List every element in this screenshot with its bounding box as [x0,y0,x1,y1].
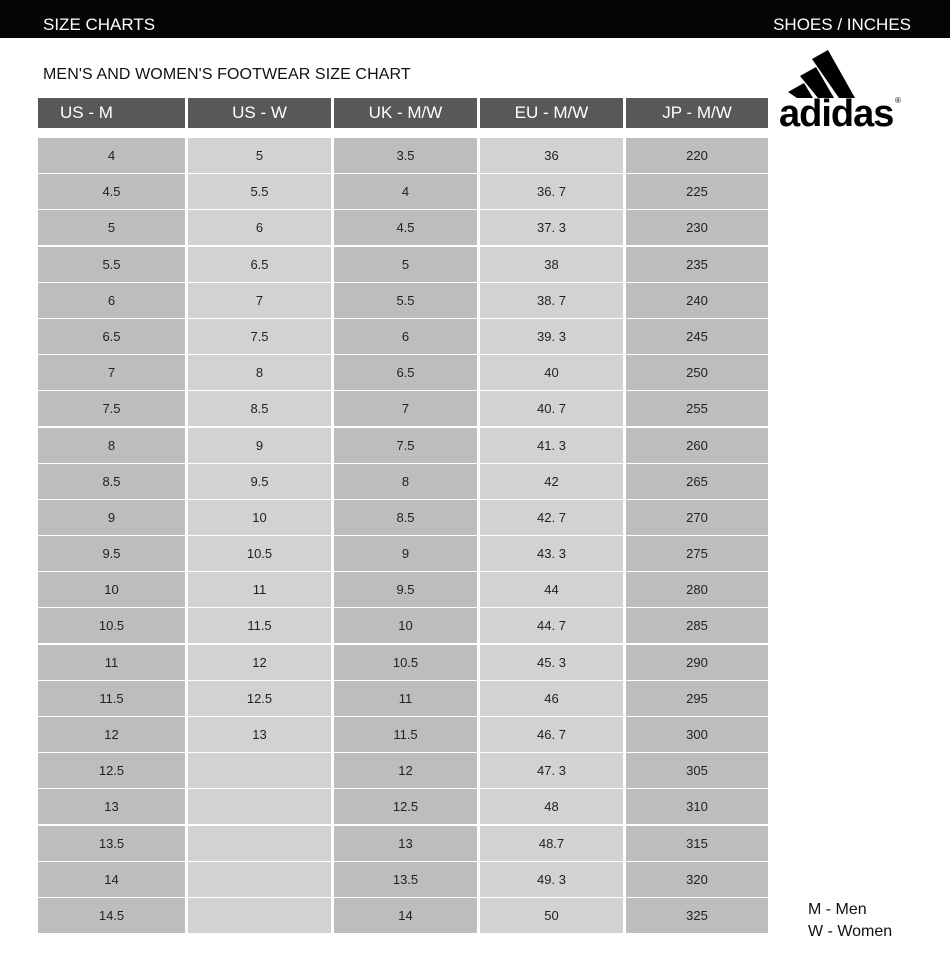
chart-title: MEN'S AND WOMEN'S FOOTWEAR SIZE CHART [43,66,411,83]
table-cell: 325 [626,898,768,933]
table-column [480,98,623,934]
table-cell: 9.5 [188,464,331,499]
table-cell: 9 [188,428,331,463]
table-cell: 320 [626,862,768,897]
table-cell: 43. 3 [480,536,623,571]
table-cell: 13.5 [334,862,477,897]
table-cell: 3.5 [334,138,477,173]
table-cell: 11 [334,681,477,716]
table-cell: 11.5 [38,681,185,716]
table-cell: 7 [188,283,331,318]
table-cell: 48.7 [480,826,623,861]
table-cell: 49. 3 [480,862,623,897]
table-cell: 9.5 [334,572,477,607]
table-cell: 9 [38,500,185,535]
column-header: JP - M/W [626,98,768,128]
table-cell: 5 [334,247,477,282]
table-cell: 5 [38,210,185,245]
table-cell: 5 [188,138,331,173]
table-cell: 10 [38,572,185,607]
table-cell: 12 [334,753,477,788]
table-cell: 7 [334,391,477,426]
table-cell: 310 [626,789,768,824]
table-cell: 36 [480,138,623,173]
table-cell: 245 [626,319,768,354]
table-cell [188,898,331,933]
registered-mark: ® [895,96,901,105]
table-cell: 39. 3 [480,319,623,354]
table-cell: 10 [334,608,477,643]
table-cell: 36. 7 [480,174,623,209]
table-cell: 12.5 [334,789,477,824]
table-cell: 8 [38,428,185,463]
table-cell: 6.5 [334,355,477,390]
table-cell: 4.5 [334,210,477,245]
table-cell [188,862,331,897]
table-cell: 275 [626,536,768,571]
table-cell: 10.5 [188,536,331,571]
table-cell: 285 [626,608,768,643]
table-cell: 38 [480,247,623,282]
table-cell: 14.5 [38,898,185,933]
table-cell: 6 [38,283,185,318]
table-cell: 13 [334,826,477,861]
legend [808,899,892,943]
table-cell: 315 [626,826,768,861]
table-cell: 44. 7 [480,608,623,643]
table-cell: 37. 3 [480,210,623,245]
table-cell: 38. 7 [480,283,623,318]
table-cell: 11.5 [334,717,477,752]
shoes-inches-label: SHOES / INCHES [773,15,911,34]
column-header: EU - M/W [480,98,623,128]
table-cell: 11 [38,645,185,680]
table-cell: 8 [334,464,477,499]
legend-men: M - Men [808,901,867,918]
table-column [626,98,768,934]
table-cell: 290 [626,645,768,680]
table-cell: 42 [480,464,623,499]
table-cell: 4.5 [38,174,185,209]
table-cell: 12.5 [188,681,331,716]
table-cell: 5.5 [188,174,331,209]
table-cell: 40 [480,355,623,390]
table-cell: 300 [626,717,768,752]
table-cell: 7.5 [188,319,331,354]
table-cell: 7 [38,355,185,390]
adidas-wordmark: adidas [779,93,894,135]
table-cell: 295 [626,681,768,716]
table-cell: 9 [334,536,477,571]
table-column [188,98,331,934]
table-cell: 13 [38,789,185,824]
table-cell: 7.5 [334,428,477,463]
top-header-bar [0,0,950,38]
table-cell: 12 [38,717,185,752]
table-cell: 10.5 [38,608,185,643]
table-cell: 40. 7 [480,391,623,426]
table-cell: 240 [626,283,768,318]
table-cell: 14 [38,862,185,897]
table-cell [188,753,331,788]
table-cell: 230 [626,210,768,245]
table-cell: 270 [626,500,768,535]
adidas-logo [779,46,903,135]
table-cell: 12 [188,645,331,680]
legend-women: W - Women [808,923,893,940]
table-cell: 12.5 [38,753,185,788]
table-cell: 50 [480,898,623,933]
table-cell: 6 [188,210,331,245]
table-cell: 220 [626,138,768,173]
table-cell: 42. 7 [480,500,623,535]
table-cell: 8.5 [334,500,477,535]
table-cell: 46. 7 [480,717,623,752]
table-cell: 4 [334,174,477,209]
table-cell: 8.5 [38,464,185,499]
table-cell: 11 [188,572,331,607]
table-cell: 260 [626,428,768,463]
table-cell: 47. 3 [480,753,623,788]
adidas-three-stripes-icon [779,46,903,98]
table-cell: 9.5 [38,536,185,571]
column-header: US - M [38,98,185,128]
table-cell: 13 [188,717,331,752]
table-cell: 6.5 [188,247,331,282]
table-cell: 7.5 [38,391,185,426]
table-cell: 8 [188,355,331,390]
table-cell: 11.5 [188,608,331,643]
table-cell: 13.5 [38,826,185,861]
table-cell: 5.5 [334,283,477,318]
table-cell: 4 [38,138,185,173]
table-cell: 44 [480,572,623,607]
table-cell: 10 [188,500,331,535]
size-chart-table [38,98,768,934]
table-cell: 235 [626,247,768,282]
table-cell: 46 [480,681,623,716]
column-header: US - W [188,98,331,128]
table-cell: 10.5 [334,645,477,680]
column-header: UK - M/W [334,98,477,128]
table-cell: 305 [626,753,768,788]
table-cell: 6 [334,319,477,354]
table-cell: 8.5 [188,391,331,426]
table-cell: 5.5 [38,247,185,282]
table-cell: 255 [626,391,768,426]
table-cell [188,789,331,824]
table-cell: 48 [480,789,623,824]
table-cell: 280 [626,572,768,607]
table-cell: 14 [334,898,477,933]
table-cell: 265 [626,464,768,499]
table-column [334,98,477,934]
table-cell: 41. 3 [480,428,623,463]
table-cell [188,826,331,861]
table-column [38,98,185,934]
table-cell: 45. 3 [480,645,623,680]
size-charts-label: SIZE CHARTS [43,15,156,34]
table-cell: 6.5 [38,319,185,354]
table-cell: 250 [626,355,768,390]
table-cell: 225 [626,174,768,209]
